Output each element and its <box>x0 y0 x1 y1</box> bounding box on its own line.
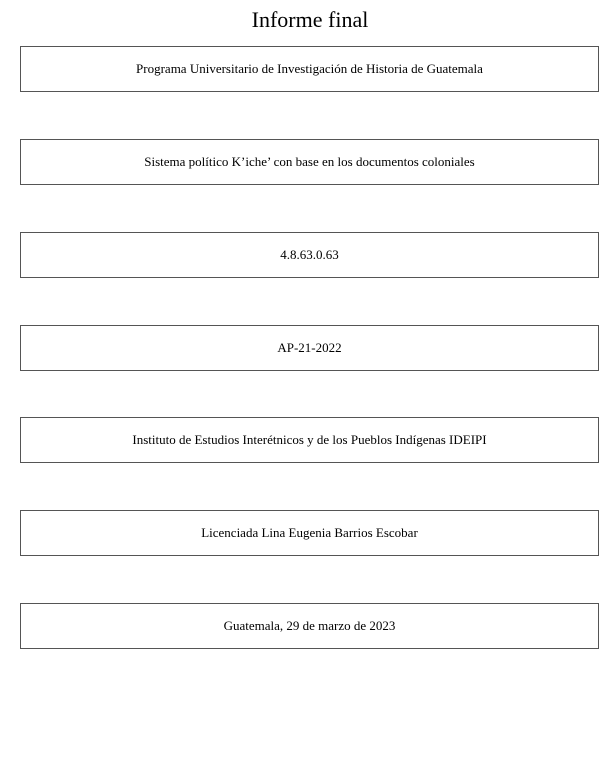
project-title-text: Sistema político K’iche’ con base en los documentos coloniales <box>144 154 475 169</box>
place-date-box <box>20 603 599 649</box>
project-number-box <box>20 325 599 371</box>
institute-box <box>20 417 599 463</box>
researcher-text: Licenciada Lina Eugenia Barrios Escobar <box>201 525 418 540</box>
code-text: 4.8.63.0.63 <box>280 247 339 262</box>
place-date-text: Guatemala, 29 de marzo de 2023 <box>223 618 396 633</box>
project-number-text: AP-21-2022 <box>277 340 342 355</box>
program-text: Programa Universitario de Investigación de Historia de Guatemala <box>136 61 483 76</box>
institute-text: Instituto de Estudios Interétnicos y de los Pueblos Indígenas IDEIPI <box>132 432 487 447</box>
document-title: Informe final <box>251 7 369 32</box>
code-box <box>20 232 599 278</box>
researcher-box <box>20 510 599 556</box>
program-box <box>20 46 599 92</box>
project-title-box <box>20 139 599 185</box>
